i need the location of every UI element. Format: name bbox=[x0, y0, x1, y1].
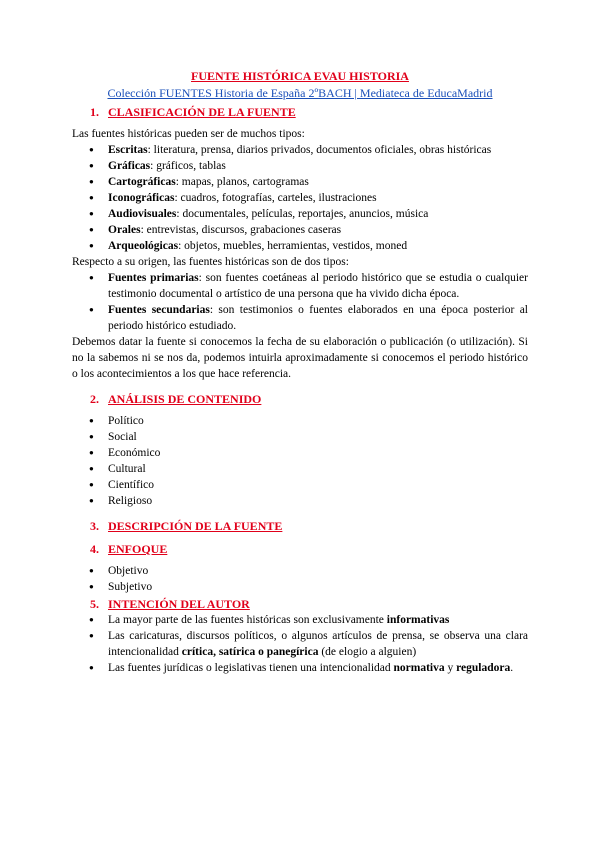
list-item: ● Las caricaturas, discursos políticos, o algunos artículos de prensa, se observa una clara intencionalidad crítica, satírica o panegírica (de elogio a alguien) bbox=[72, 628, 528, 660]
section-3-heading bbox=[90, 517, 528, 534]
section-3-number: 3. bbox=[90, 519, 99, 533]
list-item: ● Objetivo bbox=[72, 563, 528, 579]
dating-paragraph: Debemos datar la fuente si conocemos la fecha de su elaboración o publicación (o utilización). Si no la sabemos ni se nos da, podemos intuirla aproximadamente si conocemos el periodo histórico o los acontecimientos a los que hace referencia. bbox=[72, 336, 528, 380]
list-item: ● Audiovisuales: documentales, películas, reportajes, anuncios, música bbox=[72, 206, 528, 222]
source-types-intro: Las fuentes históricas pueden ser de muchos tipos: bbox=[72, 128, 305, 140]
section-4-heading bbox=[90, 540, 528, 557]
section-2-heading bbox=[90, 390, 528, 407]
list-item: ● Iconográficas: cuadros, fotografías, carteles, ilustraciones bbox=[72, 190, 528, 206]
section-1-number: 1. bbox=[90, 105, 99, 119]
list-item: ● Orales: entrevistas, discursos, grabaciones caseras bbox=[72, 222, 528, 238]
document-title: FUENTE HISTÓRICA EVAU HISTORIA bbox=[191, 69, 409, 83]
list-item: ● Subjetivo bbox=[72, 579, 528, 595]
list-item: ● Social bbox=[72, 429, 528, 445]
list-item: ● Político bbox=[72, 413, 528, 429]
section-5-number: 5. bbox=[90, 597, 99, 611]
section-1-heading bbox=[90, 103, 528, 120]
list-item: ● Escritas: literatura, prensa, diarios privados, documentos oficiales, obras históricas bbox=[72, 142, 528, 158]
section-3-title: DESCRIPCIÓN DE LA FUENTE bbox=[108, 519, 283, 533]
section-5-title: INTENCIÓN DEL AUTOR bbox=[108, 597, 250, 611]
list-item: ● La mayor parte de las fuentes históricas son exclusivamente informativas bbox=[72, 612, 528, 628]
list-item: ● Cultural bbox=[72, 461, 528, 477]
list-item: ● Las fuentes jurídicas o legislativas tienen una intencionalidad normativa y reguladora. bbox=[72, 660, 528, 676]
list-item: ● Religioso bbox=[72, 493, 528, 509]
list-item: ● Fuentes primarias: son fuentes coetáneas al periodo histórico que se estudia o cualquier testimonio documental o artístico de una persona que ha vivido dicha época. bbox=[72, 270, 528, 302]
list-item: ● Arqueológicas: objetos, muebles, herramientas, vestidos, moned bbox=[72, 238, 528, 254]
list-item: ● Gráficas: gráficos, tablas bbox=[72, 158, 528, 174]
section-4-number: 4. bbox=[90, 542, 99, 556]
content-analysis-list bbox=[72, 413, 528, 509]
section-2-title: ANÁLISIS DE CONTENIDO bbox=[108, 392, 262, 406]
section-5-heading bbox=[90, 595, 528, 612]
list-item: ● Científico bbox=[72, 477, 528, 493]
section-1-title: CLASIFICACIÓN DE LA FUENTE bbox=[108, 105, 296, 119]
document-page bbox=[72, 68, 528, 676]
section-4-title: ENFOQUE bbox=[108, 542, 168, 556]
section-2-number: 2. bbox=[90, 392, 99, 406]
mediateca-link[interactable]: Colección FUENTES Historia de España 2ºBACH | Mediateca de EducaMadrid bbox=[107, 86, 493, 100]
list-item: ● Fuentes secundarias: son testimonios o fuentes elaborados en una época posterior al periodo histórico estudiado. bbox=[72, 302, 528, 334]
list-item: ● Económico bbox=[72, 445, 528, 461]
source-types-list bbox=[72, 142, 528, 254]
focus-list bbox=[72, 563, 528, 595]
author-intent-list bbox=[72, 612, 528, 676]
origin-list bbox=[72, 270, 528, 334]
list-item: ● Cartográficas: mapas, planos, cartogramas bbox=[72, 174, 528, 190]
origin-intro: Respecto a su origen, las fuentes históricas son de dos tipos: bbox=[72, 256, 349, 268]
